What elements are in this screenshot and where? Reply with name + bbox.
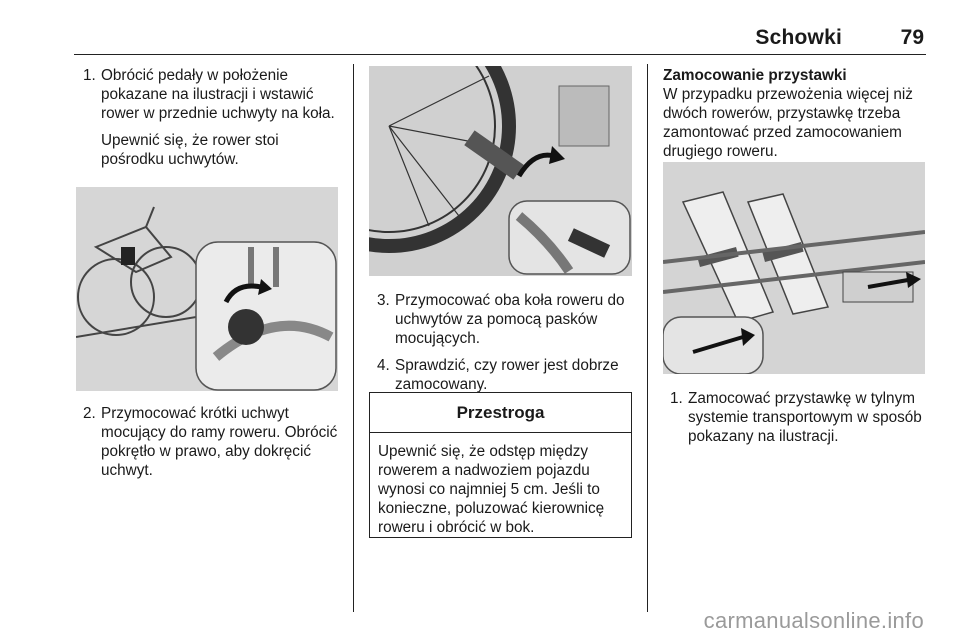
caution-title: Przestroga bbox=[370, 393, 631, 433]
step-1-text: Obrócić pedały w położenie pokazane na ilustracji i wstawić rower w przednie uchwyty na koła. bbox=[101, 67, 335, 122]
step-3-text: Przymocować oba koła roweru do uchwytów za pomocą pasków mocujących. bbox=[395, 292, 625, 347]
section-intro: W przypadku przewożenia więcej niż dwóch rowerów, przystawkę trzeba zamontować przed zamocowaniem drugiego roweru. bbox=[663, 86, 913, 160]
figure-adapter-mount-drawing bbox=[663, 162, 925, 374]
adapter-step-1-text: Zamocować przystawkę w tylnym systemie transportowym w sposób pokazany na ilustracji. bbox=[688, 390, 922, 445]
adapter-step-1-number: 1. bbox=[670, 390, 683, 407]
step-4-number: 4. bbox=[377, 357, 390, 374]
column-divider-1 bbox=[353, 64, 354, 612]
page-title: Schowki bbox=[755, 26, 842, 49]
column-3-top bbox=[663, 66, 933, 161]
step-3 bbox=[370, 291, 638, 348]
figure-wheel-strap bbox=[369, 66, 632, 276]
figure-bike-mount-drawing bbox=[76, 187, 338, 391]
column-1-bottom bbox=[76, 404, 344, 480]
caution-box bbox=[369, 392, 632, 538]
step-4-text: Sprawdzić, czy rower jest dobrze zamocowany. bbox=[395, 357, 619, 393]
step-4 bbox=[370, 356, 638, 394]
header-divider bbox=[74, 54, 926, 55]
figure-bike-mount bbox=[76, 187, 338, 391]
section-heading: Zamocowanie przystawki bbox=[663, 67, 847, 84]
step-3-number: 3. bbox=[377, 292, 390, 309]
page-number: 79 bbox=[900, 26, 924, 49]
figure-wheel-strap-drawing bbox=[369, 66, 632, 276]
column-3-steps bbox=[663, 389, 933, 446]
column-divider-2 bbox=[647, 64, 648, 612]
step-1-note-text: Upewnić się, że rower stoi pośrodku uchwytów. bbox=[101, 132, 279, 168]
adapter-step-1 bbox=[663, 389, 933, 446]
step-1-number: 1. bbox=[83, 67, 96, 84]
step-2-number: 2. bbox=[83, 405, 96, 422]
watermark: carmanualsonline.info bbox=[703, 608, 924, 633]
figure-adapter-mount bbox=[663, 162, 925, 374]
step-2 bbox=[76, 404, 344, 480]
column-2-steps bbox=[370, 291, 638, 394]
step-2-text: Przymocować krótki uchwyt mocujący do ramy roweru. Obrócić pokrętło w prawo, aby dokręcić uchwyt. bbox=[101, 405, 338, 479]
step-1-note bbox=[76, 131, 344, 169]
caution-text: Upewnić się, że odstęp między rowerem a nadwoziem pojazdu wynosi co najmniej 5 cm. Jeśli to konieczne, poluzować kierownicę roweru i obrócić w bok. bbox=[378, 443, 605, 536]
step-1 bbox=[76, 66, 344, 123]
column-1-top bbox=[76, 66, 344, 169]
